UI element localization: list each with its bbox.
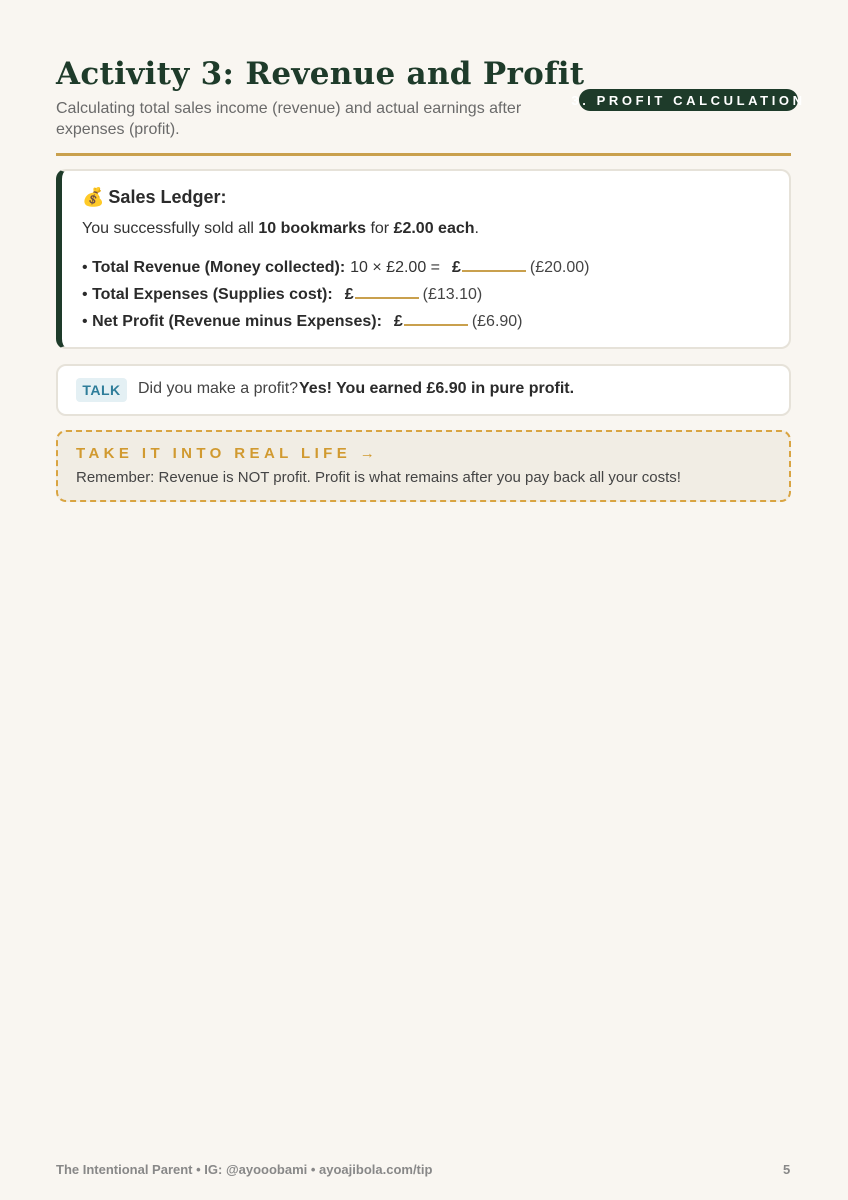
row-label: Total Revenue (Money collected): bbox=[92, 259, 346, 276]
section-badge: 3. PROFIT CALCULATION bbox=[579, 89, 798, 111]
real-life-heading: TAKE IT INTO REAL LIFE → bbox=[76, 445, 380, 462]
bullet: • bbox=[82, 313, 88, 330]
real-life-callout bbox=[56, 430, 791, 502]
expenses-answer-blank[interactable] bbox=[355, 279, 419, 299]
page-header bbox=[56, 56, 806, 156]
currency-symbol: £ bbox=[452, 259, 461, 276]
real-life-body: Remember: Revenue is NOT profit. Profit is what remains after you pay back all your costs! bbox=[76, 469, 681, 486]
ledger-row-expenses bbox=[82, 279, 482, 304]
intro-text: for bbox=[366, 220, 394, 237]
row-answer: (£20.00) bbox=[529, 259, 590, 276]
sales-ledger-card bbox=[56, 169, 791, 349]
revenue-answer-blank[interactable] bbox=[462, 252, 526, 272]
intro-text: You successfully sold all bbox=[82, 220, 259, 237]
intro-price: £2.00 each bbox=[393, 220, 475, 237]
ledger-intro bbox=[82, 220, 479, 238]
currency-symbol: £ bbox=[393, 313, 403, 330]
row-label: Net Profit (Revenue minus Expenses): bbox=[92, 313, 382, 330]
ledger-row-profit bbox=[82, 306, 523, 331]
profit-answer-blank[interactable] bbox=[404, 306, 468, 326]
talk-answer: Yes! You earned £6.90 in pure profit. bbox=[299, 380, 575, 397]
money-bag-icon: 💰 bbox=[82, 187, 105, 207]
footer-credit: The Intentional Parent • IG: @ayooobami • ayoajibola.com/tip bbox=[56, 1162, 433, 1177]
talk-tag: TALK bbox=[76, 378, 127, 402]
ledger-row-revenue bbox=[82, 252, 590, 277]
bullet: • bbox=[82, 286, 88, 303]
row-label: Total Expenses (Supplies cost): bbox=[92, 286, 333, 303]
talk-card bbox=[56, 364, 791, 416]
page-title: Activity 3: Revenue and Profit bbox=[56, 56, 585, 92]
talk-question: Did you make a profit? bbox=[138, 380, 299, 397]
row-answer: (£13.10) bbox=[422, 286, 483, 303]
ledger-title: Sales Ledger: bbox=[108, 187, 227, 207]
ledger-heading bbox=[82, 187, 226, 208]
intro-text: . bbox=[474, 220, 479, 237]
row-answer: (£6.90) bbox=[471, 313, 523, 330]
currency-symbol: £ bbox=[344, 286, 354, 303]
row-calculation: 10 × £2.00 = bbox=[350, 259, 440, 276]
bullet: • bbox=[82, 259, 88, 276]
intro-quantity: 10 bookmarks bbox=[258, 220, 366, 237]
page-subtitle: Calculating total sales income (revenue) and actual earnings after expenses (profit). bbox=[56, 100, 522, 138]
page-number: 5 bbox=[783, 1162, 791, 1177]
